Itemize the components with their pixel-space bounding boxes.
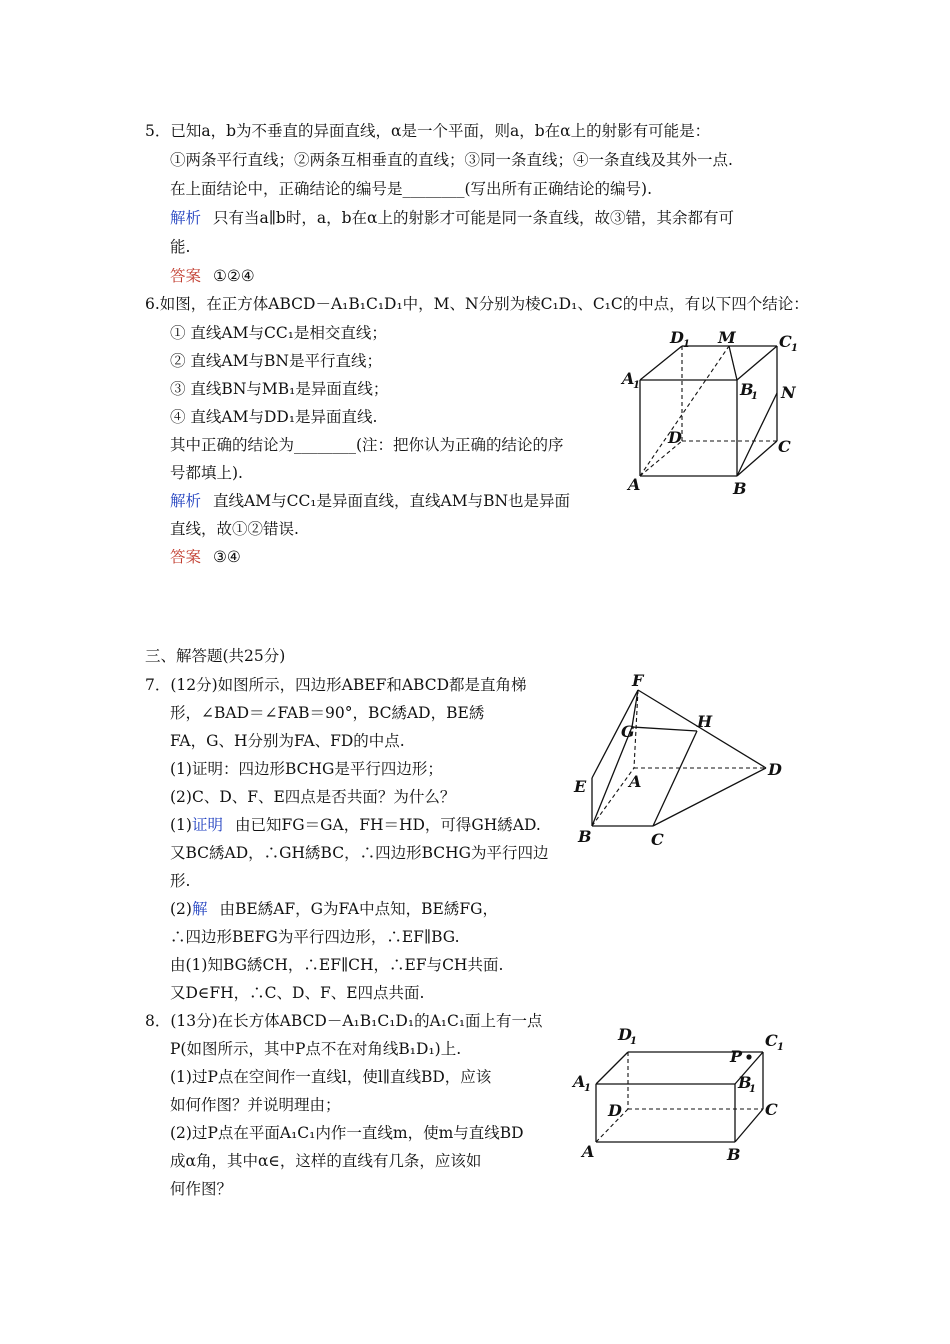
edge-CD [653,768,766,826]
q7-proof-line3: 形. [170,872,191,890]
q7-solution-line2: ∴四边形BEFG为平行四边形，∴EF∥BG. [170,928,460,946]
q7-line4: (1)证明：四边形BCHG是平行四边形； [170,760,443,778]
q6-conclusion-2: ② 直线AM与BN是平行直线； [170,352,382,370]
q8-line4: 如何作图？并说明理由； [170,1096,341,1114]
svg-text:1: 1 [633,380,640,391]
label-B1: B [740,380,754,399]
section-heading: 三、解答题(共25分) [145,647,286,665]
label-A: A [582,1142,595,1161]
q8-line2: P(如图所示，其中P点不在对角线B₁D₁)上. [170,1040,462,1058]
label-B: B [733,479,747,498]
label-D: D [768,760,782,779]
analysis-label: 解析 [170,492,202,510]
svg-text:1: 1 [749,1084,756,1095]
svg-text:1: 1 [683,339,690,350]
label-B: B [727,1145,741,1164]
hidden-segment-AM [640,346,729,476]
label-A: A [628,475,641,494]
label-N: N [781,383,796,402]
q6-ask-line1: 其中正确的结论为________(注：把你认为正确的结论的序 [170,436,564,454]
label-D: D [668,428,682,447]
segment-GH [632,727,697,731]
label-M: M [718,328,736,347]
q8-line1: 8．(13分)在长方体ABCD－A₁B₁C₁D₁的A₁C₁面上有一点 [145,1012,543,1030]
q7-line5: (2)C、D、F、E四点是否共面？为什么？ [170,788,456,806]
q5-analysis-line1: 解析 只有当a∥b时，a，b在α上的射影才可能是同一条直线，故③错，其余都有可 [170,209,734,227]
segment-BG [592,727,632,826]
label-H: H [697,712,713,731]
q8-line7: 何作图？ [170,1180,233,1198]
q5-stem: 5．已知a，b为不垂直的异面直线，α是一个平面，则a，b在α上的射影有可能是： [145,122,711,140]
q7-solution-line3: 由(1)知BG綉CH，∴EF∥CH，∴EF与CH共面. [170,956,504,974]
svg-text:1: 1 [791,343,798,354]
q7-solution-line4: 又D∈FH，∴C、D、F、E四点共面. [170,984,425,1002]
label-C1: C [765,1031,778,1050]
label-G: G [621,722,635,741]
hidden-edge-BA [592,768,634,826]
edge-A1D1 [596,1052,628,1084]
q6-conclusion-1: ① 直线AM与CC₁是相交直线； [170,324,387,342]
edge-BC [737,441,777,476]
q8-line3: (1)过P点在空间作一直线l，使l∥直线BD，应该 [170,1068,492,1086]
q7-line1: 7．(12分)如图所示，四边形ABEF和ABCD都是直角梯 [145,676,527,694]
q6-answer: 答案 ③④ [170,548,241,566]
label-A: A [629,772,642,791]
edge-B1C1 [737,346,777,380]
label-A1: A [622,369,635,388]
label-C: C [765,1100,778,1119]
svg-text:1: 1 [751,391,758,402]
label-D1: D [618,1025,632,1044]
label-A1: A [573,1072,586,1091]
label-D1: D [670,328,684,347]
label-C: C [651,830,664,849]
label-P: P [730,1047,743,1066]
segment-MB1 [729,346,737,380]
q7-line2: 形，∠BAD＝∠FAB＝90°，BC綉AD，BE綉 [170,704,485,722]
proof-label: 证明 [191,816,223,834]
edge-A1D1 [640,346,682,380]
label-C: C [778,437,791,456]
segment-BN [737,393,777,476]
point-P [746,1054,751,1059]
svg-text:1: 1 [777,1042,784,1053]
label-B1: B [738,1073,752,1092]
label-E: E [574,777,587,796]
q8-line6: 成α角，其中α∈，这样的直线有几条，应该如 [170,1152,482,1170]
answer-label: 答案 [170,548,202,566]
q7-line3: FA，G、H分别为FA、FD的中点. [170,732,405,750]
q6-conclusion-3: ③ 直线BN与MB₁是异面直线； [170,380,389,398]
label-D: D [608,1101,622,1120]
svg-text:1: 1 [584,1083,591,1094]
solution-label: 解 [191,900,208,918]
q6-analysis-line2: 直线，故①②错误. [170,520,299,538]
q6-ask-line2: 号都填上). [170,464,243,482]
q5-options: ①两条平行直线；②两条互相垂直的直线；③同一条直线；④一条直线及其外一点. [170,151,733,169]
q7-proof-line1: (1)证明 由已知FG＝GA，FH＝HD，可得GH綉AD. [170,816,541,834]
svg-text:1: 1 [630,1036,637,1047]
q5-analysis-line2: 能. [170,238,191,256]
segment-HC [653,731,697,826]
q6-stem: 6.如图，在正方体ABCD－A₁B₁C₁D₁中，M、N分别为棱C₁D₁、C₁C的中点，有以下四个结论： [145,295,809,313]
q5-ask: 在上面结论中，正确结论的编号是________(写出所有正确结论的编号). [170,180,653,198]
q7-solution-line1: (2)解 由BE綉AF，G为FA中点知，BE綉FG， [170,900,498,918]
q6-conclusion-4: ④ 直线AM与DD₁是异面直线. [170,408,378,426]
label-B: B [578,827,592,846]
edge-BC [735,1109,763,1142]
q5-answer: 答案 ①②④ [170,267,255,285]
q6-analysis-line1: 解析 直线AM与CC₁是异面直线，直线AM与BN也是异面 [170,492,571,510]
label-F: F [632,671,644,690]
analysis-label: 解析 [170,209,202,227]
q7-proof-line2: 又BC綉AD，∴GH綉BC，∴四边形BCHG为平行四边 [170,844,549,862]
answer-label: 答案 [170,267,202,285]
q8-line5: (2)过P点在平面A₁C₁内作一直线m，使m与直线BD [170,1124,524,1142]
label-C1: C [779,332,792,351]
